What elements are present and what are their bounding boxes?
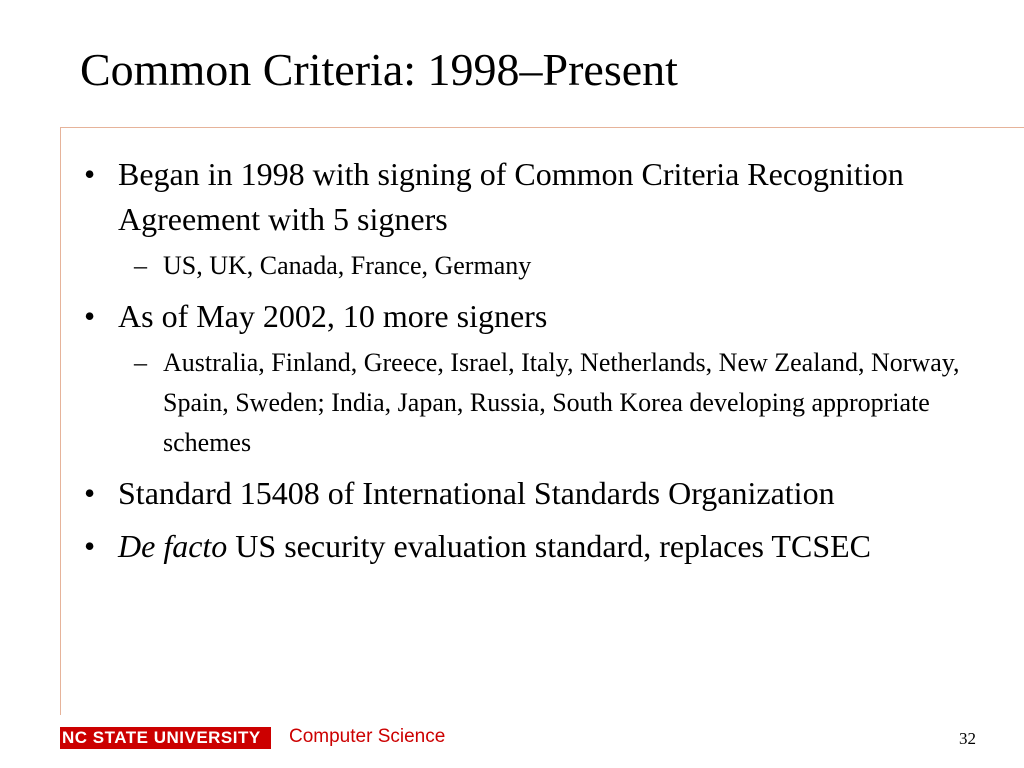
- bullet-marker: •: [84, 156, 96, 192]
- bullet-marker: •: [84, 528, 96, 564]
- bullet-text: Began in 1998 with signing of Common Criteria Recognition Agreement with 5 signers: [118, 156, 904, 237]
- sub-bullet-marker: –: [134, 348, 147, 377]
- sub-bullet-marker: –: [134, 251, 147, 280]
- bullet-list: [80, 152, 980, 577]
- bullet-italic-prefix: De facto: [118, 528, 228, 564]
- department-label: Computer Science: [289, 726, 446, 747]
- bullet-item: [80, 152, 980, 242]
- page-number: 32: [959, 729, 976, 748]
- sub-bullet-text: Australia, Finland, Greece, Israel, Italy, Netherlands, New Zealand, Norway, Spain, Sweden; India, Japan, Russia, South Korea developing appropriate schemes: [163, 348, 960, 457]
- bullet-text: Standard 15408 of International Standards Organization: [118, 475, 835, 511]
- ncsu-logo: NC STATE UNIVERSITY: [60, 727, 271, 749]
- bullet-text: US security evaluation standard, replaces TCSEC: [227, 528, 871, 564]
- slide-title: Common Criteria: 1998–Present: [80, 44, 678, 95]
- left-margin-line: [60, 127, 61, 715]
- sub-bullet-item: [80, 343, 980, 463]
- bullet-marker: •: [84, 475, 96, 511]
- sub-bullet-item: [80, 246, 980, 286]
- sub-bullet-text: US, UK, Canada, France, Germany: [163, 251, 532, 280]
- bullet-text: As of May 2002, 10 more signers: [118, 298, 548, 334]
- title-divider-line: [60, 127, 1024, 128]
- bullet-item: [80, 294, 980, 339]
- bullet-item: [80, 471, 980, 516]
- bullet-item: [80, 524, 980, 569]
- bullet-marker: •: [84, 298, 96, 334]
